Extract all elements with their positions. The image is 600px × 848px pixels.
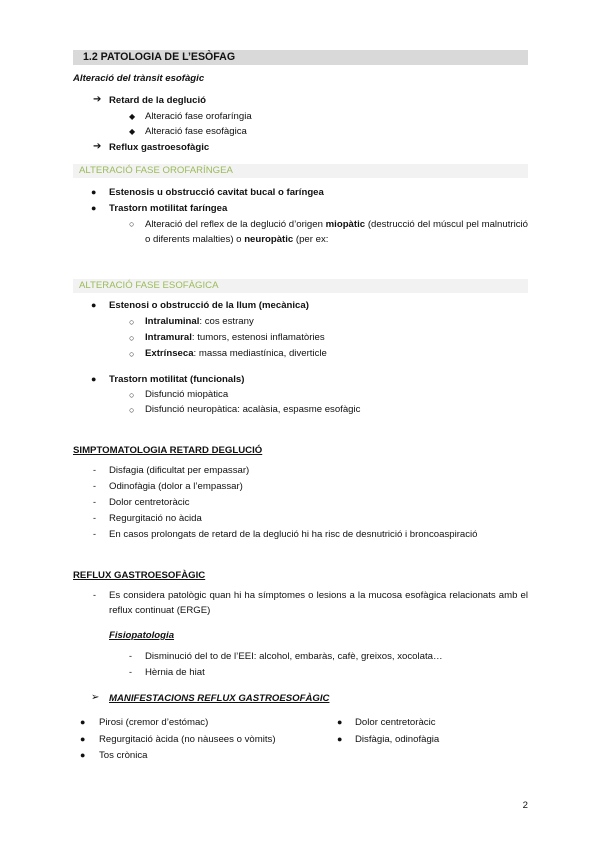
- circle-icon: ○: [129, 219, 135, 229]
- dash-icon: -: [93, 529, 96, 539]
- bullet-icon: ●: [91, 374, 97, 384]
- esofagica-sub-2: Intramural: tumors, estenosi inflamatòries: [145, 332, 325, 343]
- section-header-orofaringea-label: ALTERACIÓ FASE OROFARÍNGEA: [79, 165, 233, 176]
- page-number: 2: [522, 800, 528, 811]
- dash-icon: -: [93, 481, 96, 491]
- dash-icon: -: [93, 590, 96, 600]
- simptoma-item-3: Dolor centretoràcic: [109, 497, 190, 508]
- circle-icon: ○: [129, 349, 135, 359]
- bullet-icon: ●: [91, 300, 97, 310]
- esofagica-sub-4: Disfunció miopàtica: [145, 389, 229, 400]
- reflux-title: REFLUX GASTROESOFÀGIC: [73, 570, 206, 581]
- intro-title: Alteració del trànsit esofàgic: [73, 73, 205, 84]
- dash-icon: -: [93, 465, 96, 475]
- arrow-icon: ➔: [93, 141, 102, 152]
- esofagica-item-2: Trastorn motilitat (funcionals): [109, 374, 245, 385]
- fisio-item-1: Disminució del to de l’EEI: alcohol, embaràs, cafè, greixos, xocolata…: [145, 651, 443, 662]
- manifestacions-title: MANIFESTACIONS REFLUX GASTROESOFÀGIC: [109, 693, 330, 704]
- dash-icon: -: [129, 667, 132, 677]
- orofaringea-detail: Alteració del reflex de la deglució d’origen miopàtic (destrucció del múscul pel malnutrició o diferents malalties) o neuropàtic (per ex:: [145, 219, 528, 245]
- page-heading: 1.2 PATOLOGIA DE L’ESÒFAG: [83, 51, 236, 63]
- bullet-icon: ●: [80, 717, 86, 727]
- esofagica-sub-1: Intraluminal: cos estrany: [145, 316, 254, 327]
- bullet-icon: ●: [91, 203, 97, 213]
- esofagica-sub-3: Extrínseca: massa mediastínica, diverticle: [145, 348, 327, 359]
- diamond-icon: ◆: [129, 127, 136, 136]
- dash-icon: -: [129, 651, 132, 661]
- dash-icon: -: [93, 497, 96, 507]
- bullet-icon: ●: [80, 734, 86, 744]
- simptoma-item-4: Regurgitació no àcida: [109, 513, 202, 524]
- diamond-icon: ◆: [129, 112, 136, 121]
- fisio-item-2: Hèrnia de hiat: [145, 667, 205, 678]
- arrowhead-icon: ➢: [91, 692, 100, 703]
- section-header-orofaringea: [73, 164, 528, 178]
- bullet-icon: ●: [337, 717, 343, 727]
- manif-right-2: Disfàgia, odinofàgia: [355, 734, 440, 745]
- manif-left-2: Regurgitació àcida (no nàusees o vòmits): [99, 734, 276, 745]
- circle-icon: ○: [129, 317, 135, 327]
- esofagica-sub-5: Disfunció neuropàtica: acalàsia, espasme esofàgic: [145, 404, 361, 415]
- simptoma-item-1: Disfagia (dificultat per empassar): [109, 465, 250, 476]
- esofagica-item-1: Estenosi o obstrucció de la llum (mecànica): [109, 300, 309, 311]
- bullet-icon: ●: [91, 187, 97, 197]
- intro-sub-2: Alteració fase esofàgica: [145, 126, 247, 137]
- orofaringea-item-2: Trastorn motilitat faríngea: [109, 203, 228, 214]
- section-header-esofagica: [73, 279, 528, 293]
- circle-icon: ○: [129, 405, 135, 415]
- section-header-esofagica-label: ALTERACIÓ FASE ESOFÀGICA: [79, 280, 219, 291]
- simptomatologia-title: SIMPTOMATOLOGIA RETARD DEGLUCIÓ: [73, 445, 263, 456]
- simptoma-item-5: En casos prolongats de retard de la deglució hi ha risc de desnutrició i broncoaspiració: [109, 529, 478, 540]
- arrow-icon: ➔: [93, 94, 102, 105]
- intro-item-1: Retard de la deglució: [109, 95, 207, 106]
- circle-icon: ○: [129, 333, 135, 343]
- simptoma-item-2: Odinofàgia (dolor a l’empassar): [109, 481, 243, 492]
- bullet-icon: ●: [80, 750, 86, 760]
- manif-left-1: Pirosi (cremor d’estómac): [99, 717, 209, 728]
- reflux-definition: Es considera patològic quan hi ha símptomes o lesions a la mucosa esofàgica relacionats amb el reflux continuat (ERGE): [109, 590, 528, 616]
- fisiopatologia-title: Fisiopatologia: [109, 630, 175, 641]
- orofaringea-item-1: Estenosis u obstrucció cavitat bucal o faríngea: [109, 187, 324, 198]
- intro-sub-1: Alteració fase orofaríngia: [145, 111, 252, 122]
- intro-item-2: Reflux gastroesofàgic: [109, 142, 210, 153]
- circle-icon: ○: [129, 390, 135, 400]
- bullet-icon: ●: [337, 734, 343, 744]
- manif-right-1: Dolor centretoràcic: [355, 717, 436, 728]
- manif-left-3: Tos crònica: [99, 750, 148, 761]
- dash-icon: -: [93, 513, 96, 523]
